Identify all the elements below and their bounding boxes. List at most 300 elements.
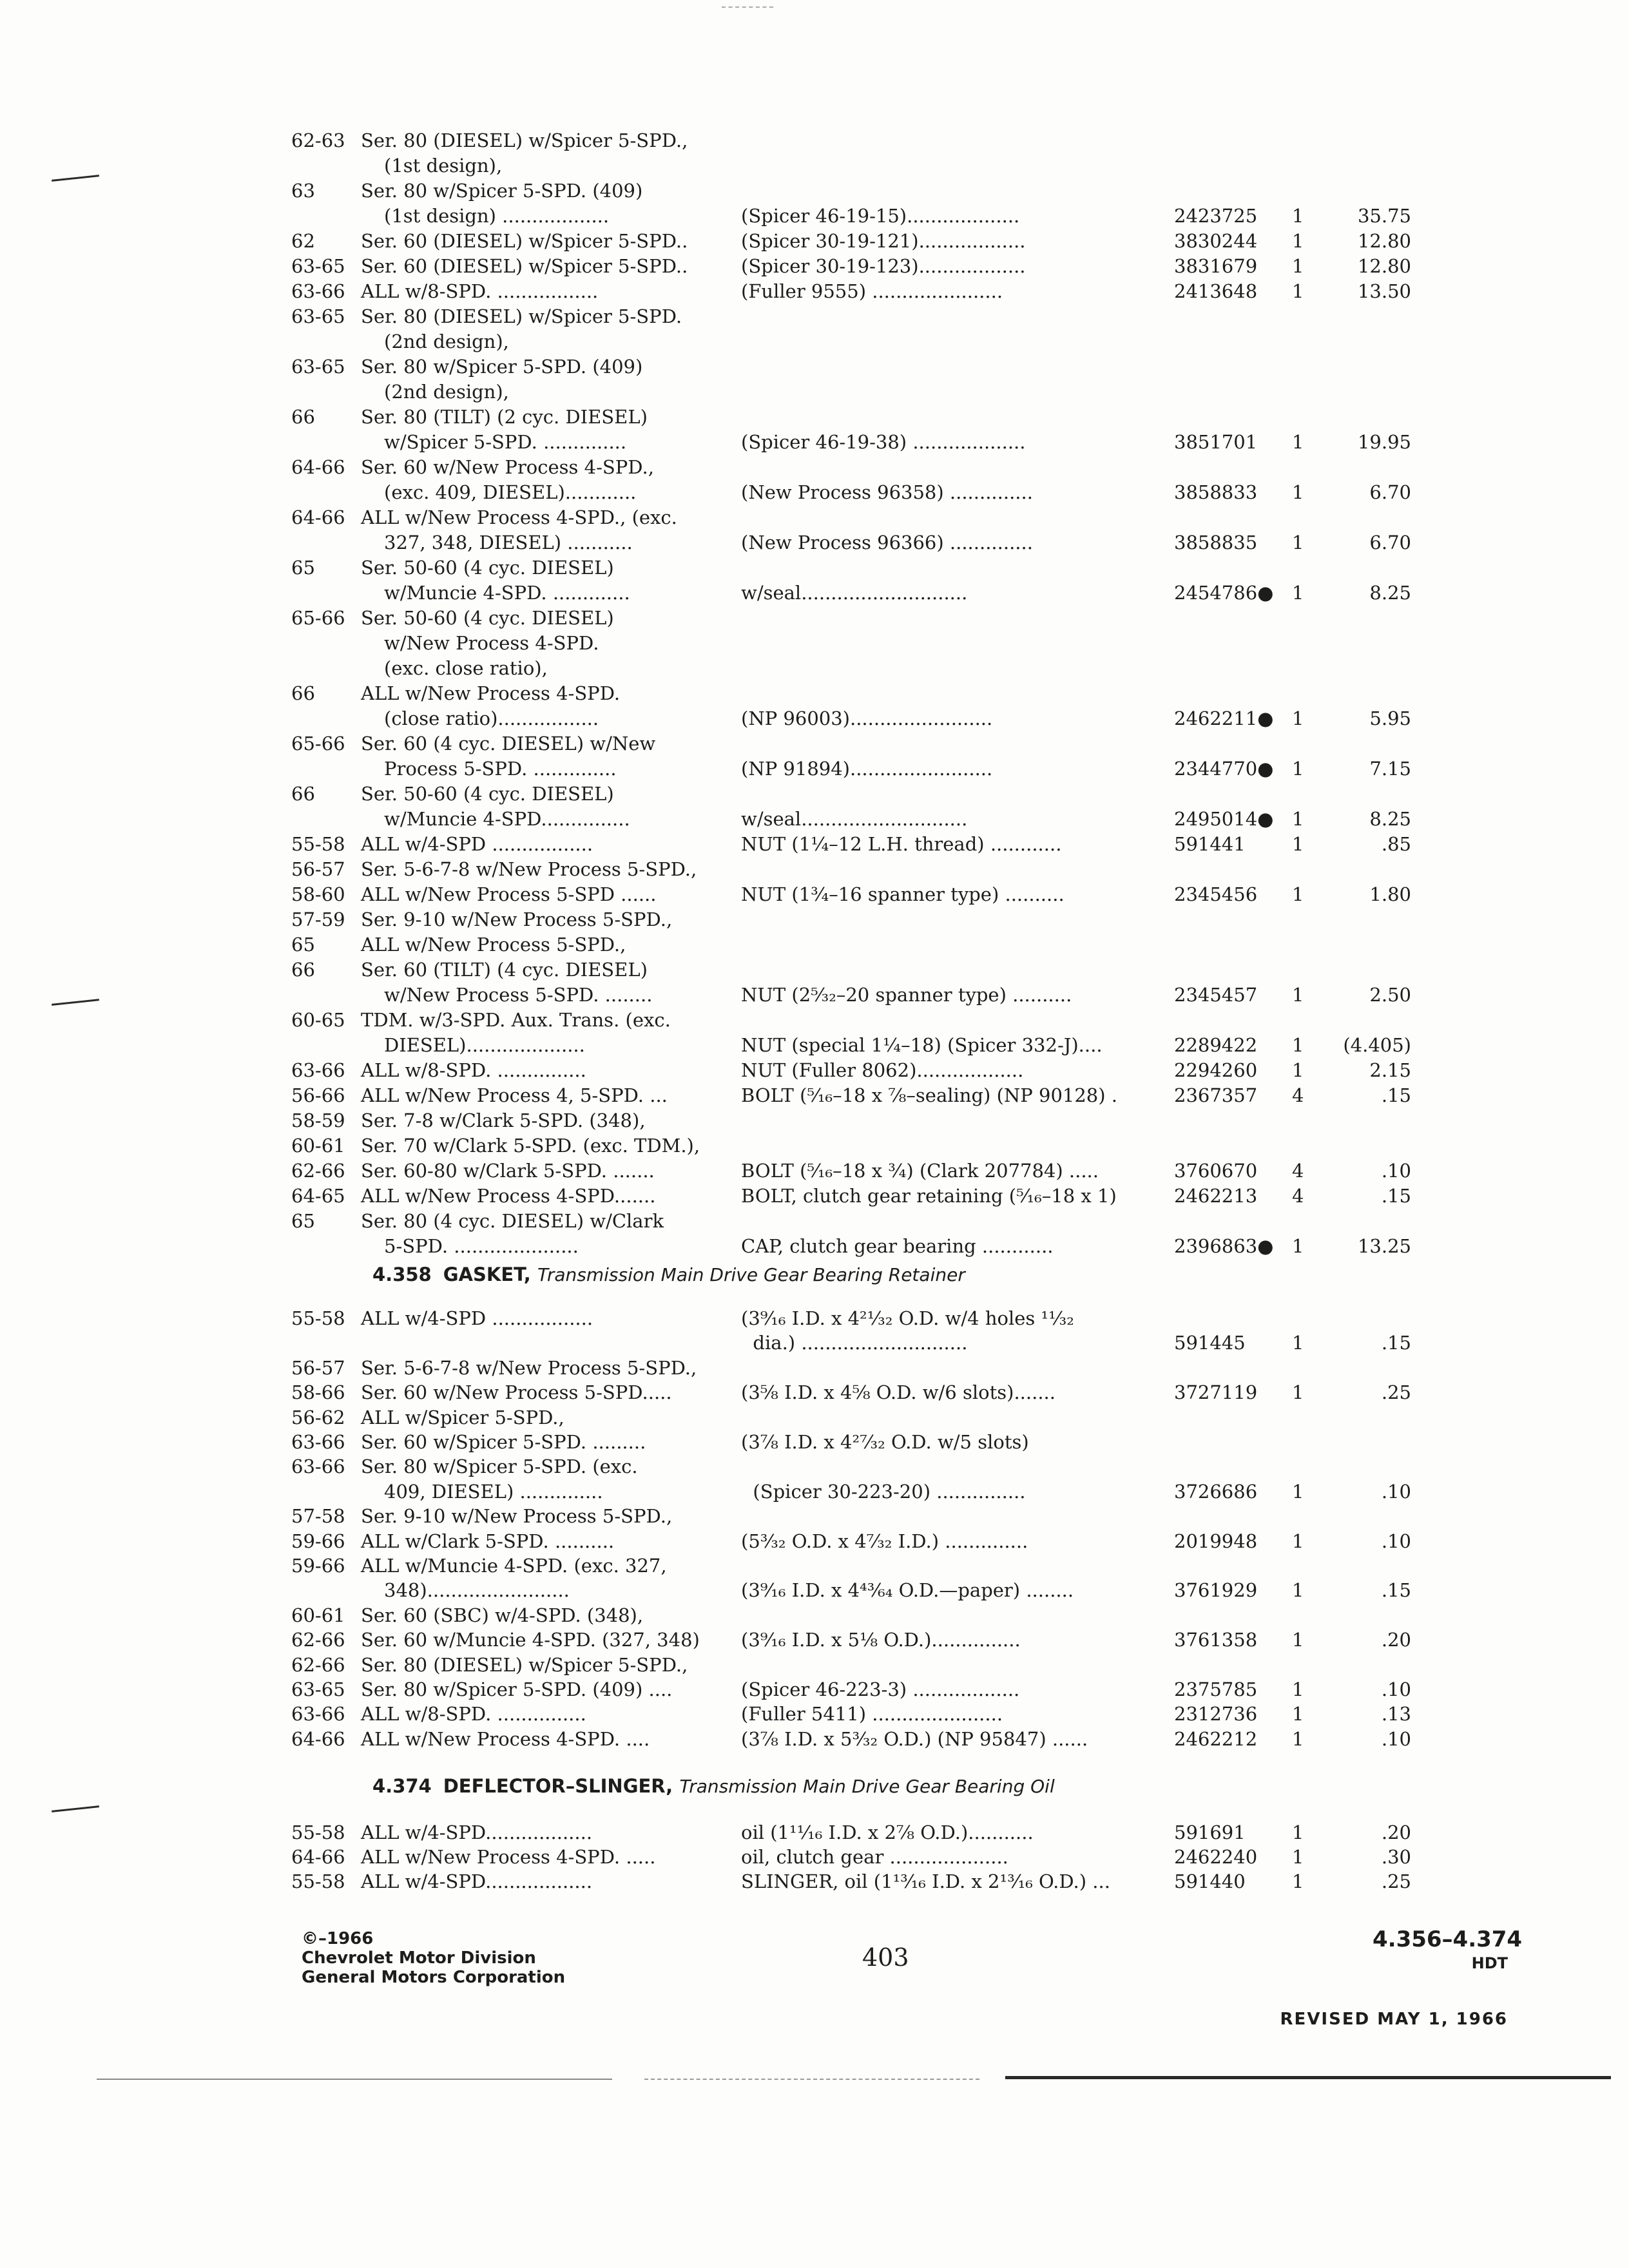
price: .13 xyxy=(1381,1703,1411,1725)
section-title: Transmission Main Drive Gear Bearing Retainer xyxy=(537,1264,965,1285)
application: ALL w/Spicer 5-SPD., xyxy=(361,1406,564,1428)
price: 1.80 xyxy=(1369,883,1411,905)
year: 55-58 xyxy=(291,1870,345,1892)
part-number: 591440 xyxy=(1174,1870,1246,1892)
quantity: 1 xyxy=(1292,1381,1304,1404)
quantity: 1 xyxy=(1292,1530,1304,1552)
part-number: 2462212 xyxy=(1174,1727,1258,1750)
application: ALL w/8-SPD. ............... xyxy=(361,1703,586,1725)
footer-copyright: ©–1966 xyxy=(302,1929,374,1948)
year: 62 xyxy=(291,230,315,252)
application: Ser. 7-8 w/Clark 5-SPD. (348), xyxy=(361,1110,646,1131)
price: .15 xyxy=(1381,1084,1411,1106)
quantity: 1 xyxy=(1292,1034,1304,1056)
quantity: 1 xyxy=(1292,758,1304,780)
price: .25 xyxy=(1381,1381,1411,1404)
section-name: GASKET, xyxy=(443,1264,531,1285)
year: 65-66 xyxy=(291,733,345,754)
price: .10 xyxy=(1381,1530,1411,1552)
application: ALL w/New Process 4, 5-SPD. ... xyxy=(361,1084,668,1106)
parts-row xyxy=(0,278,1629,304)
year: 63 xyxy=(291,180,315,202)
application: Ser. 60 w/Muncie 4-SPD. (327, 348) xyxy=(361,1629,700,1651)
parts-row xyxy=(0,605,1629,631)
price: .25 xyxy=(1381,1870,1411,1892)
parts-row xyxy=(0,1503,1629,1529)
section-heading-deflector xyxy=(372,1772,1055,1800)
parts-row xyxy=(0,1208,1629,1234)
application: 5-SPD. ..................... xyxy=(384,1235,579,1257)
price: .20 xyxy=(1381,1629,1411,1651)
quantity: 1 xyxy=(1292,883,1304,905)
page-number: 403 xyxy=(862,1943,909,1972)
description: CAP, clutch gear bearing ............ xyxy=(741,1235,1054,1257)
parts-row xyxy=(0,831,1629,857)
parts-row xyxy=(0,178,1629,204)
quantity: 1 xyxy=(1292,1480,1304,1503)
part-number: 2289422 xyxy=(1174,1034,1258,1056)
application: Ser. 80 (DIESEL) w/Spicer 5-SPD., xyxy=(361,130,688,151)
price: 7.15 xyxy=(1369,758,1411,780)
quantity: 1 xyxy=(1292,255,1304,277)
application: Ser. 80 w/Spicer 5-SPD. (exc. xyxy=(361,1456,638,1478)
application: (close ratio)................. xyxy=(384,707,599,729)
description: (NP 96003)........................ xyxy=(741,707,993,729)
part-number: 591445 xyxy=(1174,1332,1246,1354)
description: (3⁹⁄₁₆ I.D. x 4⁴³⁄₆₄ O.D.—paper) ........ xyxy=(741,1579,1074,1602)
parts-row xyxy=(0,128,1629,153)
part-number: 2462240 xyxy=(1174,1846,1258,1868)
price: (4.405) xyxy=(1343,1034,1411,1056)
application: (2nd design), xyxy=(384,381,509,403)
application: ALL w/8-SPD. ............... xyxy=(361,1059,586,1081)
parts-row xyxy=(0,982,1629,1008)
year: 63-66 xyxy=(291,1431,345,1453)
year: 64-66 xyxy=(291,456,345,478)
footer-division: Chevrolet Motor Division xyxy=(302,1948,536,1968)
parts-row xyxy=(0,1553,1629,1579)
price: 13.50 xyxy=(1357,280,1411,302)
parts-row xyxy=(0,303,1629,329)
description: (Spicer 30-19-123).................. xyxy=(741,255,1026,277)
parts-row xyxy=(0,505,1629,530)
description: oil (1¹¹⁄₁₆ I.D. x 2⅞ O.D.)........... xyxy=(741,1821,1034,1843)
application: 409, DIESEL) .............. xyxy=(384,1480,603,1503)
section-number: 4.358 xyxy=(372,1264,432,1285)
quantity: 1 xyxy=(1292,1235,1304,1257)
description: BOLT (⁵⁄₁₆–18 x ⅞–sealing) (NP 90128) . xyxy=(741,1084,1117,1106)
description: (3⅝ I.D. x 4⅝ O.D. w/6 slots)....... xyxy=(741,1381,1055,1404)
parts-row xyxy=(0,1183,1629,1209)
quantity: 1 xyxy=(1292,1579,1304,1602)
year: 66 xyxy=(291,682,315,704)
parts-row xyxy=(0,228,1629,254)
description: w/seal............................ xyxy=(741,582,968,604)
application: ALL w/New Process 4-SPD., (exc. xyxy=(361,506,677,528)
quantity: 1 xyxy=(1292,1678,1304,1700)
price: 8.25 xyxy=(1369,808,1411,830)
parts-row xyxy=(0,1820,1629,1845)
parts-row xyxy=(0,1032,1629,1058)
year: 58-66 xyxy=(291,1381,345,1404)
application: (1st design) .................. xyxy=(384,205,610,227)
application: ALL w/8-SPD. ................. xyxy=(361,280,599,302)
price: 5.95 xyxy=(1369,707,1411,729)
parts-row xyxy=(0,203,1629,229)
application: Ser. 80 (DIESEL) w/Spicer 5-SPD. xyxy=(361,305,682,327)
quantity: 1 xyxy=(1292,833,1304,855)
description: NUT (1¾–16 spanner type) .......... xyxy=(741,883,1065,905)
quantity: 4 xyxy=(1292,1084,1304,1106)
parts-row xyxy=(0,354,1629,380)
year: 55-58 xyxy=(291,1821,345,1843)
quantity: 1 xyxy=(1292,431,1304,453)
year: 59-66 xyxy=(291,1555,345,1577)
description: NUT (special 1¼–18) (Spicer 332-J).... xyxy=(741,1034,1103,1056)
year: 58-60 xyxy=(291,883,345,905)
quantity: 1 xyxy=(1292,1332,1304,1354)
price: .15 xyxy=(1381,1579,1411,1602)
application: ALL w/New Process 4-SPD. ..... xyxy=(361,1846,656,1868)
year: 55-58 xyxy=(291,833,345,855)
price: 8.25 xyxy=(1369,582,1411,604)
year: 63-65 xyxy=(291,255,345,277)
year: 65 xyxy=(291,557,315,579)
year: 63-66 xyxy=(291,1059,345,1081)
application: DIESEL).................... xyxy=(384,1034,585,1056)
part-number: 2345457 xyxy=(1174,984,1258,1006)
application: Ser. 80 w/Spicer 5-SPD. (409) xyxy=(361,356,643,378)
parts-row xyxy=(0,1082,1629,1108)
part-number: 3726686 xyxy=(1174,1480,1258,1503)
year: 62-63 xyxy=(291,130,345,151)
year: 56-62 xyxy=(291,1406,345,1428)
application: Ser. 60 (DIESEL) w/Spicer 5-SPD.. xyxy=(361,230,688,252)
part-number: 2423725 xyxy=(1174,205,1258,227)
part-number: 3761929 xyxy=(1174,1579,1258,1602)
year: 60-61 xyxy=(291,1135,345,1157)
part-number: 3858835 xyxy=(1174,532,1258,553)
application: Ser. 50-60 (4 cyc. DIESEL) xyxy=(361,783,614,805)
year: 62-66 xyxy=(291,1629,345,1651)
parts-row xyxy=(0,1479,1629,1504)
price: .15 xyxy=(1381,1185,1411,1207)
price: 6.70 xyxy=(1369,532,1411,553)
parts-row xyxy=(0,1057,1629,1083)
year: 58-59 xyxy=(291,1110,345,1131)
year: 65 xyxy=(291,934,315,956)
application: Ser. 60 (4 cyc. DIESEL) w/New xyxy=(361,733,656,754)
parts-row xyxy=(0,680,1629,706)
parts-row xyxy=(0,1869,1629,1894)
price: .20 xyxy=(1381,1821,1411,1843)
parts-row xyxy=(0,1844,1629,1870)
part-number: 2019948 xyxy=(1174,1530,1258,1552)
parts-row xyxy=(0,957,1629,983)
parts-row xyxy=(0,907,1629,932)
parts-row xyxy=(0,429,1629,455)
application: w/Muncie 4-SPD. ............. xyxy=(384,582,630,604)
price: 2.50 xyxy=(1369,984,1411,1006)
description: (Spicer 46-19-15)................... xyxy=(741,205,1020,227)
quantity: 1 xyxy=(1292,532,1304,553)
description: BOLT (⁵⁄₁₆–18 x ¾) (Clark 207784) ..... xyxy=(741,1160,1099,1182)
year: 55-58 xyxy=(291,1307,345,1329)
application: Ser. 60 w/New Process 5-SPD..... xyxy=(361,1381,672,1404)
price: .10 xyxy=(1381,1160,1411,1182)
application: Ser. 80 (4 cyc. DIESEL) w/Clark xyxy=(361,1210,664,1232)
year: 64-66 xyxy=(291,1846,345,1868)
parts-row xyxy=(0,756,1629,782)
parts-row xyxy=(0,1454,1629,1479)
price: 12.80 xyxy=(1357,230,1411,252)
application: Ser. 80 w/Spicer 5-SPD. (409) xyxy=(361,180,643,202)
section-title: Transmission Main Drive Gear Bearing Oil xyxy=(679,1776,1055,1797)
year: 62-66 xyxy=(291,1160,345,1182)
year: 64-65 xyxy=(291,1185,345,1207)
application: ALL w/4-SPD ................. xyxy=(361,1307,593,1329)
price: .10 xyxy=(1381,1480,1411,1503)
parts-row xyxy=(0,580,1629,606)
parts-row xyxy=(0,454,1629,480)
parts-row xyxy=(0,1429,1629,1455)
description: BOLT, clutch gear retaining (⁵⁄₁₆–18 x 1) xyxy=(741,1185,1117,1207)
quantity: 1 xyxy=(1292,1727,1304,1750)
description: dia.) ............................ xyxy=(741,1332,968,1354)
quantity: 1 xyxy=(1292,280,1304,302)
part-number: 3761358 xyxy=(1174,1629,1258,1651)
description: (Fuller 5411) ...................... xyxy=(741,1703,1003,1725)
parts-row xyxy=(0,379,1629,405)
quantity: 1 xyxy=(1292,707,1304,729)
year: 66 xyxy=(291,783,315,805)
year: 60-65 xyxy=(291,1009,345,1031)
application: (2nd design), xyxy=(384,331,509,352)
bottom-rule-left xyxy=(97,2079,612,2080)
year: 57-59 xyxy=(291,908,345,930)
quantity: 1 xyxy=(1292,984,1304,1006)
year: 64-66 xyxy=(291,506,345,528)
quantity: 4 xyxy=(1292,1160,1304,1182)
parts-row xyxy=(0,1158,1629,1184)
description: (3⅞ I.D. x 5³⁄₃₂ O.D.) (NP 95847) ...... xyxy=(741,1727,1088,1750)
year: 66 xyxy=(291,406,315,428)
parts-row xyxy=(0,1133,1629,1158)
year: 59-66 xyxy=(291,1530,345,1552)
parts-row xyxy=(0,655,1629,681)
description: (3⁹⁄₁₆ I.D. x 4²¹⁄₃₂ O.D. w/4 holes ¹¹⁄₃₂ xyxy=(741,1307,1074,1329)
parts-row xyxy=(0,153,1629,178)
price: .15 xyxy=(1381,1332,1411,1354)
year: 56-66 xyxy=(291,1084,345,1106)
part-number: 591691 xyxy=(1174,1821,1246,1843)
year: 63-65 xyxy=(291,1678,345,1700)
description: (3⁹⁄₁₆ I.D. x 5⅛ O.D.)............... xyxy=(741,1629,1021,1651)
application: 348)........................ xyxy=(384,1579,570,1602)
part-number: 2462211● xyxy=(1174,707,1274,729)
application: Ser. 50-60 (4 cyc. DIESEL) xyxy=(361,557,614,579)
price: 19.95 xyxy=(1357,431,1411,453)
part-number: 2344770● xyxy=(1174,758,1274,780)
parts-row xyxy=(0,1627,1629,1653)
application: Ser. 60 (DIESEL) w/Spicer 5-SPD.. xyxy=(361,255,688,277)
application: Ser. 60 (TILT) (4 cyc. DIESEL) xyxy=(361,959,648,981)
part-number: 2367357 xyxy=(1174,1084,1258,1106)
application: ALL w/New Process 5-SPD., xyxy=(361,934,626,956)
description: (Spicer 46-223-3) .................. xyxy=(741,1678,1020,1700)
description: w/seal............................ xyxy=(741,808,968,830)
parts-row xyxy=(0,856,1629,882)
part-number: 3760670 xyxy=(1174,1160,1258,1182)
price: .10 xyxy=(1381,1678,1411,1700)
description: (Fuller 9555) ...................... xyxy=(741,280,1003,302)
application: Ser. 80 (TILT) (2 cyc. DIESEL) xyxy=(361,406,648,428)
quantity: 1 xyxy=(1292,808,1304,830)
year: 63-65 xyxy=(291,305,345,327)
year: 65-66 xyxy=(291,607,345,629)
parts-row xyxy=(0,1007,1629,1033)
application: ALL w/Clark 5-SPD. .......... xyxy=(361,1530,615,1552)
quantity: 1 xyxy=(1292,582,1304,604)
parts-row xyxy=(0,253,1629,279)
application: 327, 348, DIESEL) ........... xyxy=(384,532,633,553)
price: .85 xyxy=(1381,833,1411,855)
year: 56-57 xyxy=(291,858,345,880)
application: ALL w/4-SPD ................. xyxy=(361,833,593,855)
application: Ser. 9-10 w/New Process 5-SPD., xyxy=(361,1505,673,1528)
part-number: 2462213 xyxy=(1174,1185,1258,1207)
parts-row xyxy=(0,881,1629,907)
year: 64-66 xyxy=(291,1727,345,1750)
description: (New Process 96358) .............. xyxy=(741,481,1033,503)
section-heading-gasket xyxy=(372,1260,965,1289)
application: Ser. 80 w/Spicer 5-SPD. (409) .... xyxy=(361,1678,673,1700)
description: (5³⁄₃₂ O.D. x 4⁷⁄₃₂ I.D.) .............. xyxy=(741,1530,1028,1552)
parts-row xyxy=(0,329,1629,354)
parts-row xyxy=(0,1677,1629,1702)
quantity: 1 xyxy=(1292,1821,1304,1843)
application: ALL w/4-SPD.................. xyxy=(361,1821,593,1843)
application: Ser. 70 w/Clark 5-SPD. (exc. TDM.), xyxy=(361,1135,700,1157)
quantity: 1 xyxy=(1292,1703,1304,1725)
part-number: 2396863● xyxy=(1174,1235,1274,1257)
application: Ser. 60 (SBC) w/4-SPD. (348), xyxy=(361,1604,644,1626)
bottom-rule-right xyxy=(1005,2076,1611,2079)
description: (3⅞ I.D. x 4²⁷⁄₃₂ O.D. w/5 slots) xyxy=(741,1431,1029,1453)
parts-row xyxy=(0,479,1629,505)
description: (Spicer 30-223-20) ............... xyxy=(741,1480,1026,1503)
description: (Spicer 30-19-121).................. xyxy=(741,230,1026,252)
application: ALL w/New Process 4-SPD. xyxy=(361,682,621,704)
part-number: 2454786● xyxy=(1174,582,1274,604)
parts-row xyxy=(0,932,1629,957)
application: (exc. 409, DIESEL)............ xyxy=(384,481,637,503)
description: SLINGER, oil (1¹³⁄₁₆ I.D. x 2¹³⁄₁₆ O.D.) ... xyxy=(741,1870,1110,1892)
parts-row xyxy=(0,1405,1629,1430)
description: oil, clutch gear .................... xyxy=(741,1846,1008,1868)
section-number: 4.374 xyxy=(372,1775,432,1797)
parts-row xyxy=(0,1330,1629,1356)
application: Process 5-SPD. .............. xyxy=(384,758,617,780)
application: Ser. 60 w/Spicer 5-SPD. ......... xyxy=(361,1431,646,1453)
revised-date: REVISED MAY 1, 1966 xyxy=(1280,2010,1508,2029)
quantity: 4 xyxy=(1292,1185,1304,1207)
price: 2.15 xyxy=(1369,1059,1411,1081)
parts-row xyxy=(0,1379,1629,1405)
margin-mark xyxy=(52,1805,99,1812)
part-number: 3831679 xyxy=(1174,255,1258,277)
quantity: 1 xyxy=(1292,1846,1304,1868)
parts-row xyxy=(0,530,1629,555)
application: w/Spicer 5-SPD. .............. xyxy=(384,431,627,453)
application: Ser. 80 (DIESEL) w/Spicer 5-SPD., xyxy=(361,1653,688,1676)
parts-row xyxy=(0,630,1629,656)
parts-row xyxy=(0,404,1629,430)
application: ALL w/New Process 5-SPD ...... xyxy=(361,883,657,905)
parts-row xyxy=(0,1108,1629,1133)
parts-row xyxy=(0,781,1629,807)
price: .10 xyxy=(1381,1727,1411,1750)
price: 12.80 xyxy=(1357,255,1411,277)
quantity: 1 xyxy=(1292,481,1304,503)
year: 56-57 xyxy=(291,1356,345,1379)
price: .30 xyxy=(1381,1846,1411,1868)
parts-row xyxy=(0,1652,1629,1678)
part-number: 2413648 xyxy=(1174,280,1258,302)
description: NUT (1¼–12 L.H. thread) ............ xyxy=(741,833,1062,855)
description: (NP 91894)........................ xyxy=(741,758,993,780)
part-number: 3851701 xyxy=(1174,431,1258,453)
parts-row xyxy=(0,1528,1629,1554)
part-number: 591441 xyxy=(1174,833,1246,855)
year: 60-61 xyxy=(291,1604,345,1626)
parts-row xyxy=(0,1355,1629,1381)
parts-row xyxy=(0,1233,1629,1259)
application: ALL w/4-SPD.................. xyxy=(361,1870,593,1892)
part-number: 2294260 xyxy=(1174,1059,1258,1081)
quantity: 1 xyxy=(1292,230,1304,252)
parts-row xyxy=(0,731,1629,756)
year: 63-65 xyxy=(291,356,345,378)
application: Ser. 9-10 w/New Process 5-SPD., xyxy=(361,908,673,930)
section-code: HDT xyxy=(1471,1954,1508,1972)
top-edge-rule xyxy=(722,6,773,8)
section-range: 4.356–4.374 xyxy=(1373,1927,1523,1952)
application: w/New Process 4-SPD. xyxy=(384,632,599,654)
price: 35.75 xyxy=(1357,205,1411,227)
application: TDM. w/3-SPD. Aux. Trans. (exc. xyxy=(361,1009,671,1031)
description: NUT (Fuller 8062).................. xyxy=(741,1059,1024,1081)
application: ALL w/Muncie 4-SPD. (exc. 327, xyxy=(361,1555,667,1577)
parts-row xyxy=(0,1602,1629,1628)
parts-row xyxy=(0,1305,1629,1331)
description: NUT (2⁵⁄₃₂–20 spanner type) .......... xyxy=(741,984,1072,1006)
footer-corporation: General Motors Corporation xyxy=(302,1968,566,1987)
quantity: 1 xyxy=(1292,1870,1304,1892)
application: Ser. 60-80 w/Clark 5-SPD. ....... xyxy=(361,1160,655,1182)
part-number: 2495014● xyxy=(1174,808,1274,830)
application: ALL w/New Process 4-SPD....... xyxy=(361,1185,656,1207)
application: (exc. close ratio), xyxy=(384,657,548,679)
part-number: 2345456 xyxy=(1174,883,1258,905)
year: 63-66 xyxy=(291,1703,345,1725)
application: (1st design), xyxy=(384,155,503,177)
application: ALL w/New Process 4-SPD. .... xyxy=(361,1727,650,1750)
application: Ser. 5-6-7-8 w/New Process 5-SPD., xyxy=(361,858,697,880)
bottom-rule-middle xyxy=(644,2079,979,2080)
application: Ser. 60 w/New Process 4-SPD., xyxy=(361,456,654,478)
parts-row xyxy=(0,806,1629,832)
